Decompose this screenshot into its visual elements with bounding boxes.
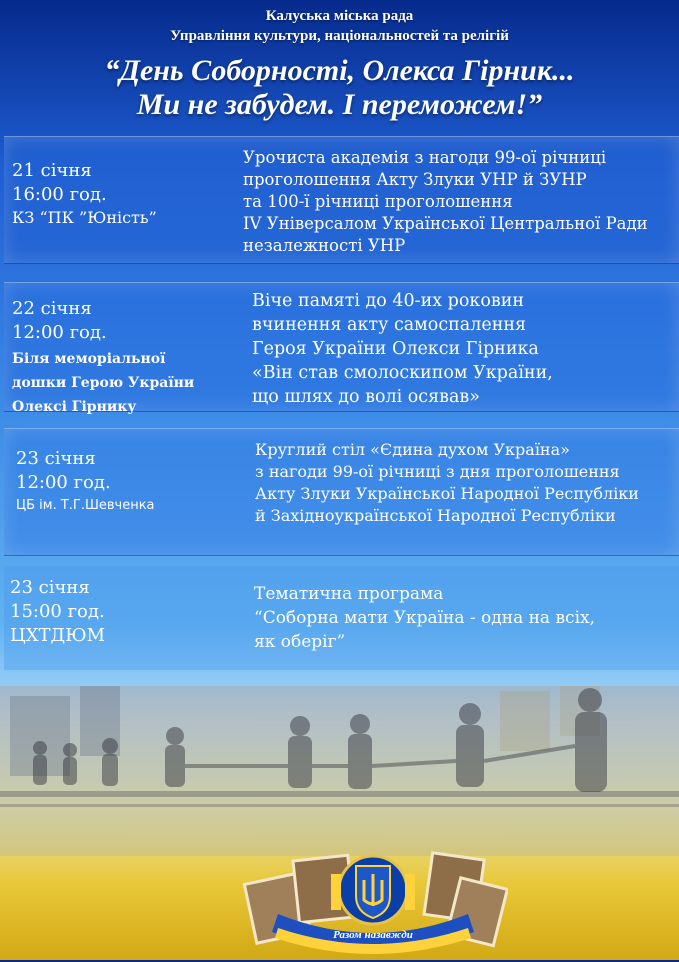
event-desc-line: незалежності УНР (243, 236, 406, 255)
event-desc-line: проголошення Акту Злуки УНР й ЗУНР (243, 170, 587, 189)
event-datetime (12, 297, 194, 419)
department-name: Управління культури, національностей та релігій (170, 28, 509, 44)
event-place-line: Олексі Гірнику (12, 399, 137, 415)
event-place: ЦХТДЮМ (10, 625, 106, 646)
event-desc-line: Героя України Олекси Гірника (252, 339, 539, 359)
event-desc-line: з нагоди 99-ої річниці з дня проголошення (255, 462, 620, 481)
event-date: 23 січня (10, 577, 90, 598)
event-desc-line: Тематична програма (254, 584, 444, 604)
slogan-line-1: “День Соборності, Олекса Гірник... (104, 54, 575, 87)
event-desc-line: як оберіг” (254, 632, 346, 652)
event-desc-line: та 100-ї річниці проголошення (243, 192, 513, 211)
event-date: 21 січня (12, 160, 92, 181)
event-place: ЦБ ім. Т.Г.Шевченка (16, 498, 155, 513)
ribbon-text: Разом назавжди (333, 929, 413, 941)
event-place-line: Біля меморіальної (12, 351, 166, 367)
event-desc-line: що шлях до волі осявав» (252, 387, 480, 407)
event-time: 12:00 год. (16, 472, 111, 493)
event-datetime (12, 159, 157, 229)
event-desc-line: й Західноукраїнської Народної Республіки (255, 506, 616, 525)
event-desc-line: “Соборна мати Україна - одна на всіх, (254, 608, 595, 628)
event-description (255, 439, 639, 527)
event-card-3 (4, 428, 679, 556)
slogan-title (0, 54, 679, 122)
event-description (254, 582, 595, 654)
event-desc-line: Акту Злуки Української Народної Республіки (255, 484, 639, 503)
event-desc-line: Урочиста академія з нагоди 99-ої річниці (243, 148, 607, 167)
event-desc-line: Віче памяті до 40-их роковин (252, 291, 525, 311)
coat-of-arms-emblem (238, 848, 508, 958)
event-datetime (10, 576, 105, 648)
human-chain-illustration (0, 686, 679, 856)
event-place-line: дошки Герою України (12, 375, 195, 391)
event-description (243, 147, 648, 257)
poster-header (0, 6, 679, 122)
event-description (252, 289, 553, 409)
event-time: 16:00 год. (12, 184, 107, 205)
event-card-4 (4, 566, 679, 670)
event-desc-line: Круглий стіл «Єдина духом Україна» (255, 440, 570, 459)
event-datetime (16, 447, 155, 517)
event-date: 23 січня (16, 448, 96, 469)
event-desc-line: вчинення акту самоспалення (252, 315, 527, 335)
human-chain-photo (0, 686, 679, 856)
slogan-line-2: Ми не забудем. І переможем!” (136, 88, 543, 121)
event-time: 12:00 год. (12, 322, 107, 343)
event-place (12, 347, 194, 419)
event-desc-line: IV Універсалом Української Центральної Ради (243, 214, 648, 233)
event-desc-line: «Він став смолоскипом України, (252, 363, 553, 383)
event-place: КЗ “ПК ”Юність” (12, 208, 157, 227)
event-time: 15:00 год. (10, 601, 105, 622)
event-card-2 (4, 282, 679, 415)
event-card-1 (4, 136, 679, 264)
event-date: 22 січня (12, 298, 92, 319)
council-name: Калуська міська рада (265, 8, 414, 24)
unity-emblem (238, 848, 508, 958)
